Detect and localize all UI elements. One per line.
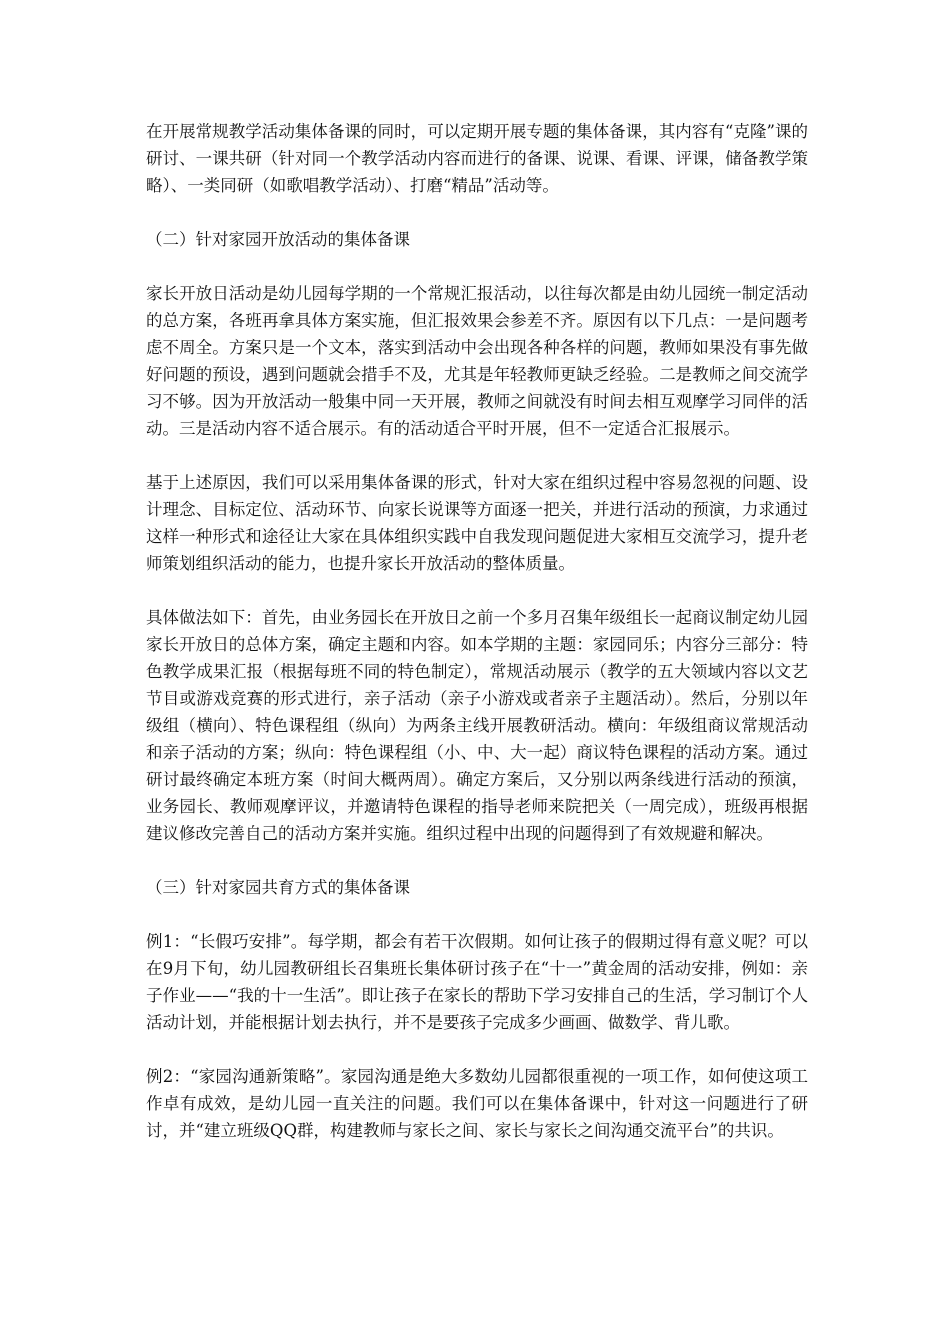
document-body <box>146 118 808 1171</box>
paragraph-example-2: 例2：“家园沟通新策略”。家园沟通是绝大多数幼儿园都很重视的一项工作，如何使这项工作卓有成效，是幼儿园一直关注的问题。我们可以在集体备课中，针对这一问题进行了研讨，并“建立班级QQ群，构建教师与家长之间、家长与家长之间沟通交流平台”的共识。 <box>146 1067 808 1140</box>
section-heading-open-day: （二）针对家园开放活动的集体备课 <box>146 230 410 249</box>
section-heading-coeducation: （三）针对家园共育方式的集体备课 <box>146 878 410 897</box>
paragraph-example-1: 例1：“长假巧安排”。每学期，都会有若干次假期。如何让孩子的假期过得有意义呢？可以在9月下旬，幼儿园教研组长召集班长集体研讨孩子在“十一”黄金周的活动安排，例如：亲子作业——“我的十一生活”。即让孩子在家长的帮助下学习安排自己的生活，学习制订个人活动计划，并能根据计划去执行，并不是要孩子完成多少画画、做数学、背儿歌。 <box>146 932 808 1032</box>
paragraph-open-day-approach: 基于上述原因，我们可以采用集体备课的形式，针对大家在组织过程中容易忽视的问题、设计理念、目标定位、活动环节、向家长说课等方面逐一把关，并进行活动的预演，力求通过这样一种形式和途径让大家在具体组织实践中自我发现问题促进大家相互交流学习，提升老师策划组织活动的能力，也提升家长开放活动的整体质量。 <box>146 473 808 573</box>
paragraph-open-day-method: 具体做法如下：首先，由业务园长在开放日之前一个多月召集年级组长一起商议制定幼儿园家长开放日的总体方案，确定主题和内容。如本学期的主题：家园同乐；内容分三部分：特色教学成果汇报（根据每班不同的特色制定），常规活动展示（教学的五大领域内容以文艺节目或游戏竞赛的形式进行，亲子活动（亲子小游戏或者亲子主题活动）。然后，分别以年级组（横向）、特色课程组（纵向）为两条主线开展教研活动。横向：年级组商议常规活动和亲子活动的方案；纵向：特色课程组（小、中、大一起）商议特色课程的活动方案。通过研讨最终确定本班方案（时间大概两周）。确定方案后，又分别以两条线进行活动的预演，业务园长、教师观摩评议，并邀请特色课程的指导老师来院把关（一周完成），班级再根据建议修改完善自己的活动方案并实施。组织过程中出现的问题得到了有效规避和解决。 <box>146 608 808 843</box>
paragraph-open-day-problems: 家长开放日活动是幼儿园每学期的一个常规汇报活动，以往每次都是由幼儿园统一制定活动的总方案，各班再拿具体方案实施，但汇报效果会参差不齐。原因有以下几点：一是问题考虑不周全。方案只是一个文本，落实到活动中会出现各种各样的问题，教师如果没有事先做好问题的预设，遇到问题就会措手不及，尤其是年轻教师更缺乏经验。二是教师之间交流学习不够。因为开放活动一般集中同一天开展，教师之间就没有时间去相互观摩学习同伴的活动。三是活动内容不适合展示。有的活动适合平时开展，但不一定适合汇报展示。 <box>146 284 808 438</box>
paragraph-special-lesson-prep: 在开展常规教学活动集体备课的同时，可以定期开展专题的集体备课，其内容有“克隆”课的研讨、一课共研（针对同一个教学活动内容而进行的备课、说课、看课、评课，储备教学策略）、一类同研（如歌唱教学活动）、打磨“精品”活动等。 <box>146 122 808 195</box>
